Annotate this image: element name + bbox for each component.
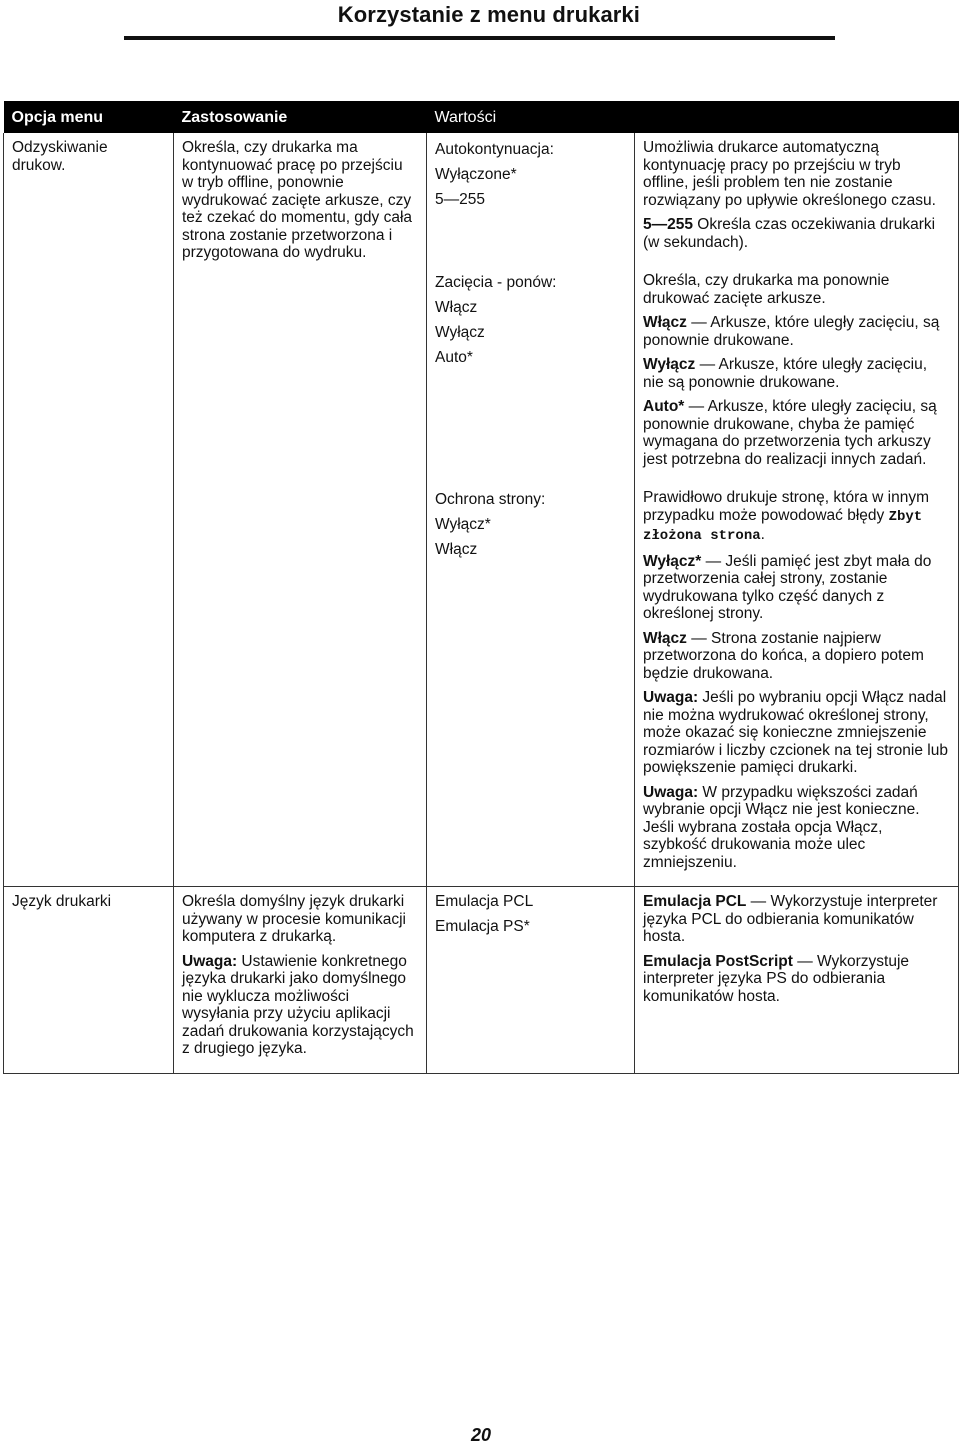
desc-language [635, 887, 959, 1074]
option-recovery [4, 133, 174, 887]
desc-para: Auto* — Arkusze, które uległy zacięciu, są ponownie drukowane, chyba że pamięć wymagana do przetworzenia tych arkuszy jest potrzebna do realizacji innych zadań. [643, 398, 937, 468]
desc-para: Wyłącz* — Jeśli pamięć jest zbyt mała do przetworzenia całej strony, zostanie wydrukowana tylko część danych z określonej strony. [643, 552, 932, 622]
note-para: Uwaga: Ustawienie konkretnego języka drukarki jako domyślnego nie wyklucza możliwości wysyłania przy użyciu aplikacji zadań drukowania korzystających z drugiego języka. [182, 952, 414, 1057]
desc-para: Określa, czy drukarka ma ponownie drukować zacięte arkusze. [643, 272, 890, 307]
option-language [4, 887, 174, 1074]
value-item: Emulacja PS* [435, 918, 530, 935]
value-item: Włącz [435, 299, 478, 316]
desc-para: Umożliwia drukarce automatyczną kontynuację pracy po przejściu w tryb offline, jeśli problem ten nie zostanie rozwiązany po upływie określonego czasu. [643, 139, 936, 209]
desc-para: 5—255 Określa czas oczekiwania drukarki (w sekundach). [643, 216, 936, 251]
desc-para: Emulacja PCL — Wykorzystuje interpreter języka PCL do odbierania komunikatów hosta. [643, 893, 938, 945]
value-item: Ochrona strony: [435, 491, 546, 508]
value-item: Auto* [435, 349, 473, 366]
note-para: Uwaga: W przypadku większości zadań wybranie opcji Włącz nie jest konieczne. Jeśli wybrana została opcja Włącz, szybkość drukowania może ulec zmniejszeniu. [643, 783, 920, 871]
value-item: Autokontynuacja: [435, 141, 554, 158]
value-item: Włącz [435, 541, 478, 558]
usage-text: Określa domyślny język drukarki używany w procesie komunikacji komputera z drukarką. [182, 893, 406, 945]
value-item: 5—255 [435, 191, 485, 208]
values-language [427, 887, 635, 1074]
value-item: Zacięcia - ponów: [435, 274, 557, 291]
note-para: Uwaga: Jeśli po wybraniu opcji Włącz nadal nie można wydrukować określonej strony, może okazać się konieczne zmniejszenie rozmiarów i liczby czcionek na tej stronie lub powiększenie pamięci drukarki. [643, 689, 948, 776]
title-rule [124, 36, 835, 40]
error-message-code: Zbyt złożona strona [643, 508, 923, 544]
header-usage: Zastosowanie [174, 101, 427, 133]
desc-para: Emulacja PostScript — Wykorzystuje interpreter języka PS do odbierania komunikatów hosta. [643, 952, 910, 1005]
desc-para: Prawidłowo drukuje stronę, która w innym przypadku może powodować błędy Zbyt złożona strona. [643, 489, 930, 544]
value-item: Wyłącz* [435, 516, 491, 533]
desc-page-protect [635, 483, 959, 887]
usage-text: Określa, czy drukarka ma kontynuować pracę po przejściu w tryb offline, ponownie wydrukować zacięte arkusze, czy też czekać do momentu, gdy cała strona zostanie przetworzona i przygotowana do wydruku. [182, 139, 413, 261]
menu-options-table [3, 101, 959, 1074]
desc-para: Włącz — Arkusze, które uległy zacięciu, są ponownie drukowane. [643, 314, 940, 349]
header-values: Wartości [427, 101, 959, 133]
desc-jam-recovery [635, 266, 959, 483]
page-number: 20 [470, 1425, 492, 1445]
desc-autocontinue [635, 133, 959, 266]
table-row [4, 133, 959, 266]
table-header-row [4, 101, 959, 133]
desc-para: Włącz — Strona zostanie najpierw przetworzona do końca, a dopiero potem będzie drukowana. [643, 629, 924, 682]
usage-language [174, 887, 427, 1074]
option-label: Odzyskiwanie drukow. [12, 139, 108, 174]
values-autocontinue [427, 133, 635, 266]
values-page-protect [427, 483, 635, 887]
value-item: Emulacja PCL [435, 893, 534, 910]
value-item: Wyłącz [435, 324, 485, 341]
value-item: Wyłączone* [435, 166, 517, 183]
usage-recovery [174, 133, 427, 887]
page-title: Korzystanie z menu drukarki [337, 2, 640, 27]
table-row [4, 887, 959, 1074]
header-menu-option: Opcja menu [4, 101, 174, 133]
desc-para: Wyłącz — Arkusze, które uległy zacięciu, nie są ponownie drukowane. [643, 356, 928, 391]
page-header [0, 0, 960, 40]
option-label: Język drukarki [12, 893, 112, 910]
values-jam-recovery [427, 266, 635, 483]
